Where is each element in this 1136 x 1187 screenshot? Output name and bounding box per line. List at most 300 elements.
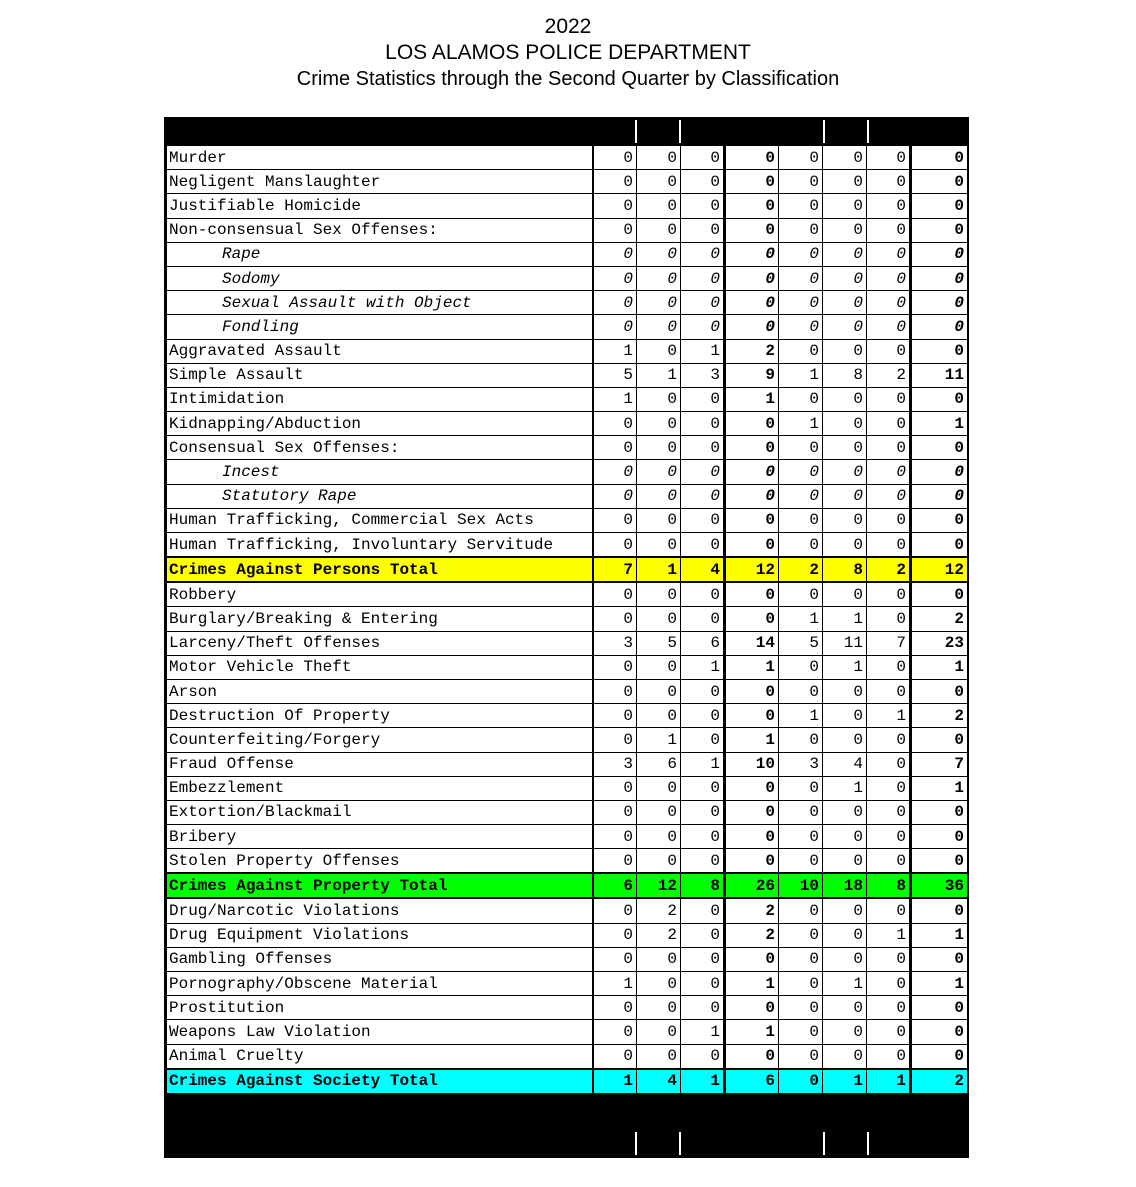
count-cell: 1 [593,972,637,996]
offense-label: Prostitution [167,996,593,1020]
total-row [167,557,968,582]
count-cell: 4 [681,557,725,582]
count-cell: 0 [779,218,823,242]
count-cell: 0 [779,1044,823,1069]
count-cell: 0 [593,582,637,607]
count-cell: 0 [779,460,823,484]
table-row [167,533,968,558]
count-cell: 1 [779,363,823,387]
count-cell: 0 [867,996,911,1020]
count-cell: 0 [867,728,911,752]
count-cell: 0 [867,1020,911,1044]
offense-label: Crimes Against Persons Total [167,557,593,582]
count-cell: 5 [593,363,637,387]
offense-label: Intimidation [167,387,593,411]
crime-statistics-table [164,117,969,1158]
count-cell: 0 [637,508,681,532]
count-cell: 2 [725,898,779,923]
table-footer-bar [164,1132,969,1158]
offense-label: Robbery [167,582,593,607]
count-cell: 7 [911,752,968,776]
count-cell: 0 [593,218,637,242]
count-cell: 0 [823,412,867,436]
table-row [167,849,968,874]
count-cell: 0 [867,752,911,776]
count-cell: 0 [911,436,968,460]
count-cell: 0 [823,533,867,558]
count-cell: 0 [681,291,725,315]
count-cell: 0 [911,947,968,971]
table-row [167,582,968,607]
table-row [167,1044,968,1069]
count-cell: 1 [725,655,779,679]
count-cell: 6 [725,1069,779,1094]
count-cell: 0 [779,679,823,703]
count-cell: 0 [911,170,968,194]
offense-label: Sodomy [167,266,593,290]
count-cell: 0 [681,242,725,266]
count-cell: 0 [867,291,911,315]
table-row [167,631,968,655]
count-cell: 0 [725,947,779,971]
count-cell: 0 [911,484,968,508]
count-cell: 0 [725,800,779,824]
count-cell: 0 [593,194,637,218]
offense-label: Consensual Sex Offenses: [167,436,593,460]
count-cell: 0 [779,146,823,170]
offense-label: Fondling [167,315,593,339]
count-cell: 1 [823,972,867,996]
table-row [167,1020,968,1044]
offense-label: Sexual Assault with Object [167,291,593,315]
count-cell: 0 [725,315,779,339]
count-cell: 0 [637,242,681,266]
count-cell: 0 [911,533,968,558]
count-cell: 2 [911,704,968,728]
count-cell: 0 [681,972,725,996]
count-cell: 3 [593,752,637,776]
count-cell: 0 [867,387,911,411]
table-row [167,947,968,971]
count-cell: 0 [823,170,867,194]
count-cell: 0 [637,849,681,874]
count-cell: 0 [725,436,779,460]
count-cell: 0 [823,849,867,874]
count-cell: 0 [637,339,681,363]
count-cell: 0 [911,1044,968,1069]
count-cell: 0 [911,800,968,824]
count-cell: 0 [823,436,867,460]
count-cell: 0 [867,339,911,363]
count-cell: 12 [725,557,779,582]
table-row [167,996,968,1020]
table-row [167,436,968,460]
count-cell: 0 [681,484,725,508]
offense-label: Motor Vehicle Theft [167,655,593,679]
count-cell: 0 [911,218,968,242]
table-row [167,242,968,266]
count-cell: 0 [823,508,867,532]
count-cell: 0 [725,194,779,218]
count-cell: 0 [823,947,867,971]
count-cell: 0 [823,460,867,484]
count-cell: 1 [637,363,681,387]
count-cell: 0 [637,607,681,631]
count-cell: 1 [911,923,968,947]
count-cell: 1 [725,387,779,411]
count-cell: 0 [867,170,911,194]
count-cell: 0 [593,484,637,508]
count-cell: 0 [867,607,911,631]
table-row [167,315,968,339]
table-row [167,266,968,290]
count-cell: 1 [725,1020,779,1044]
count-cell: 1 [823,655,867,679]
count-cell: 0 [681,728,725,752]
count-cell: 0 [681,315,725,339]
count-cell: 3 [681,363,725,387]
offense-label: Drug Equipment Violations [167,923,593,947]
count-cell: 0 [779,923,823,947]
count-cell: 0 [637,484,681,508]
count-cell: 0 [867,582,911,607]
table-row [167,728,968,752]
count-cell: 0 [637,412,681,436]
count-cell: 0 [593,947,637,971]
count-cell: 0 [911,849,968,874]
table-row [167,704,968,728]
count-cell: 0 [593,315,637,339]
count-cell: 0 [823,825,867,849]
count-cell: 1 [637,557,681,582]
count-cell: 0 [867,679,911,703]
count-cell: 0 [681,898,725,923]
count-cell: 0 [779,266,823,290]
count-cell: 0 [725,1044,779,1069]
count-cell: 0 [823,898,867,923]
count-cell: 0 [637,387,681,411]
count-cell: 0 [593,460,637,484]
count-cell: 0 [911,146,968,170]
offense-label: Gambling Offenses [167,947,593,971]
count-cell: 0 [867,533,911,558]
count-cell: 0 [779,582,823,607]
count-cell: 8 [823,557,867,582]
count-cell: 1 [823,1069,867,1094]
table-row [167,218,968,242]
report-header [0,14,1136,92]
count-cell: 0 [911,387,968,411]
count-cell: 0 [779,339,823,363]
count-cell: 1 [779,704,823,728]
count-cell: 0 [593,898,637,923]
count-cell: 0 [681,679,725,703]
offense-label: Simple Assault [167,363,593,387]
count-cell: 0 [867,146,911,170]
count-cell: 26 [725,873,779,898]
count-cell: 1 [867,1069,911,1094]
offense-label: Kidnapping/Abduction [167,412,593,436]
offense-label: Animal Cruelty [167,1044,593,1069]
count-cell: 0 [725,996,779,1020]
table-row [167,339,968,363]
count-cell: 0 [681,704,725,728]
offense-label: Human Trafficking, Commercial Sex Acts [167,508,593,532]
count-cell: 0 [867,412,911,436]
offense-label: Drug/Narcotic Violations [167,898,593,923]
count-cell: 0 [911,291,968,315]
count-cell: 0 [823,1020,867,1044]
count-cell: 0 [637,170,681,194]
count-cell: 0 [593,436,637,460]
count-cell: 0 [725,412,779,436]
count-cell: 0 [637,972,681,996]
count-cell: 0 [637,776,681,800]
count-cell: 0 [725,460,779,484]
table-row [167,752,968,776]
report-subtitle: Crime Statistics through the Second Quarter by Classification [296,68,840,90]
count-cell: 23 [911,631,968,655]
count-cell: 0 [725,291,779,315]
count-cell: 0 [823,1044,867,1069]
offense-label: Incest [167,460,593,484]
count-cell: 0 [867,266,911,290]
count-cell: 2 [725,339,779,363]
count-cell: 1 [681,1069,725,1094]
count-cell: 0 [867,776,911,800]
count-cell: 0 [593,266,637,290]
count-cell: 1 [681,1020,725,1044]
count-cell: 0 [681,996,725,1020]
table-row [167,194,968,218]
count-cell: 0 [681,947,725,971]
count-cell: 0 [867,898,911,923]
count-cell: 0 [681,923,725,947]
table-row [167,363,968,387]
count-cell: 0 [823,923,867,947]
offense-label: Bribery [167,825,593,849]
count-cell: 2 [779,557,823,582]
count-cell: 0 [725,825,779,849]
count-cell: 0 [593,996,637,1020]
count-cell: 5 [637,631,681,655]
count-cell: 0 [681,533,725,558]
count-cell: 0 [823,218,867,242]
count-cell: 18 [823,873,867,898]
count-cell: 0 [779,533,823,558]
count-cell: 0 [823,800,867,824]
count-cell: 1 [867,923,911,947]
table-row [167,484,968,508]
count-cell: 0 [867,972,911,996]
count-cell: 0 [823,679,867,703]
count-cell: 1 [681,655,725,679]
count-cell: 0 [779,655,823,679]
count-cell: 0 [637,704,681,728]
count-cell: 1 [593,1069,637,1094]
count-cell: 0 [681,218,725,242]
table-row [167,800,968,824]
count-cell: 0 [637,266,681,290]
count-cell: 0 [867,508,911,532]
count-cell: 1 [911,412,968,436]
count-cell: 0 [681,194,725,218]
count-cell: 0 [911,266,968,290]
count-cell: 0 [681,387,725,411]
count-cell: 14 [725,631,779,655]
count-cell: 0 [911,679,968,703]
table-row [167,776,968,800]
count-cell: 0 [867,800,911,824]
count-cell: 0 [637,996,681,1020]
count-cell: 0 [779,170,823,194]
table-row [167,898,968,923]
count-cell: 0 [681,825,725,849]
count-cell: 6 [637,752,681,776]
count-cell: 8 [823,363,867,387]
count-cell: 0 [637,436,681,460]
count-cell: 0 [681,146,725,170]
offense-label: Negligent Manslaughter [167,170,593,194]
total-row [167,873,968,898]
count-cell: 0 [681,460,725,484]
count-cell: 0 [911,242,968,266]
count-cell: 0 [823,194,867,218]
count-cell: 0 [911,898,968,923]
count-cell: 0 [779,484,823,508]
offense-label: Pornography/Obscene Material [167,972,593,996]
table-header-bar [164,117,969,143]
count-cell: 0 [637,825,681,849]
count-cell: 0 [593,776,637,800]
table-row [167,460,968,484]
count-cell: 12 [637,873,681,898]
count-cell: 1 [911,655,968,679]
count-cell: 0 [779,776,823,800]
count-cell: 1 [867,704,911,728]
count-cell: 0 [637,146,681,170]
count-cell: 0 [725,484,779,508]
table-row [167,146,968,170]
count-cell: 0 [779,728,823,752]
count-cell: 0 [637,947,681,971]
table-row [167,387,968,411]
crime-grid [166,145,968,1095]
count-cell: 0 [637,291,681,315]
count-cell: 0 [725,704,779,728]
count-cell: 0 [593,704,637,728]
count-cell: 10 [725,752,779,776]
count-cell: 0 [867,1044,911,1069]
count-cell: 0 [593,242,637,266]
count-cell: 0 [867,484,911,508]
offense-label: Burglary/Breaking & Entering [167,607,593,631]
offense-label: Counterfeiting/Forgery [167,728,593,752]
count-cell: 12 [911,557,968,582]
offense-label: Weapons Law Violation [167,1020,593,1044]
count-cell: 11 [911,363,968,387]
count-cell: 0 [725,170,779,194]
count-cell: 0 [681,266,725,290]
count-cell: 0 [593,923,637,947]
count-cell: 0 [779,947,823,971]
count-cell: 0 [911,460,968,484]
count-cell: 0 [779,508,823,532]
table-row [167,972,968,996]
count-cell: 0 [779,996,823,1020]
count-cell: 1 [823,607,867,631]
count-cell: 0 [823,315,867,339]
count-cell: 4 [823,752,867,776]
count-cell: 0 [681,508,725,532]
table-row [167,607,968,631]
count-cell: 0 [867,655,911,679]
count-cell: 0 [779,242,823,266]
count-cell: 1 [637,728,681,752]
count-cell: 0 [779,436,823,460]
count-cell: 0 [725,679,779,703]
count-cell: 3 [779,752,823,776]
offense-label: Embezzlement [167,776,593,800]
count-cell: 3 [593,631,637,655]
table-row [167,508,968,532]
offense-label: Murder [167,146,593,170]
count-cell: 0 [823,266,867,290]
count-cell: 0 [779,291,823,315]
count-cell: 0 [681,412,725,436]
count-cell: 0 [911,339,968,363]
count-cell: 0 [725,508,779,532]
count-cell: 0 [823,728,867,752]
offense-label: Non-consensual Sex Offenses: [167,218,593,242]
count-cell: 11 [823,631,867,655]
count-cell: 0 [823,242,867,266]
count-cell: 0 [911,825,968,849]
count-cell: 0 [681,1044,725,1069]
count-cell: 0 [593,1020,637,1044]
table-row [167,291,968,315]
count-cell: 0 [867,849,911,874]
count-cell: 9 [725,363,779,387]
count-cell: 0 [779,825,823,849]
offense-label: Statutory Rape [167,484,593,508]
count-cell: 1 [911,972,968,996]
count-cell: 0 [911,728,968,752]
table-row [167,825,968,849]
count-cell: 1 [681,752,725,776]
count-cell: 1 [593,387,637,411]
table-row [167,655,968,679]
count-cell: 0 [779,315,823,339]
count-cell: 0 [637,315,681,339]
count-cell: 0 [867,194,911,218]
count-cell: 0 [725,218,779,242]
count-cell: 0 [681,849,725,874]
count-cell: 0 [681,170,725,194]
count-cell: 0 [911,996,968,1020]
count-cell: 6 [593,873,637,898]
count-cell: 0 [593,146,637,170]
count-cell: 36 [911,873,968,898]
count-cell: 0 [911,1020,968,1044]
count-cell: 0 [823,996,867,1020]
count-cell: 0 [593,508,637,532]
count-cell: 0 [725,849,779,874]
count-cell: 1 [593,339,637,363]
count-cell: 4 [637,1069,681,1094]
count-cell: 0 [637,655,681,679]
count-cell: 0 [823,484,867,508]
